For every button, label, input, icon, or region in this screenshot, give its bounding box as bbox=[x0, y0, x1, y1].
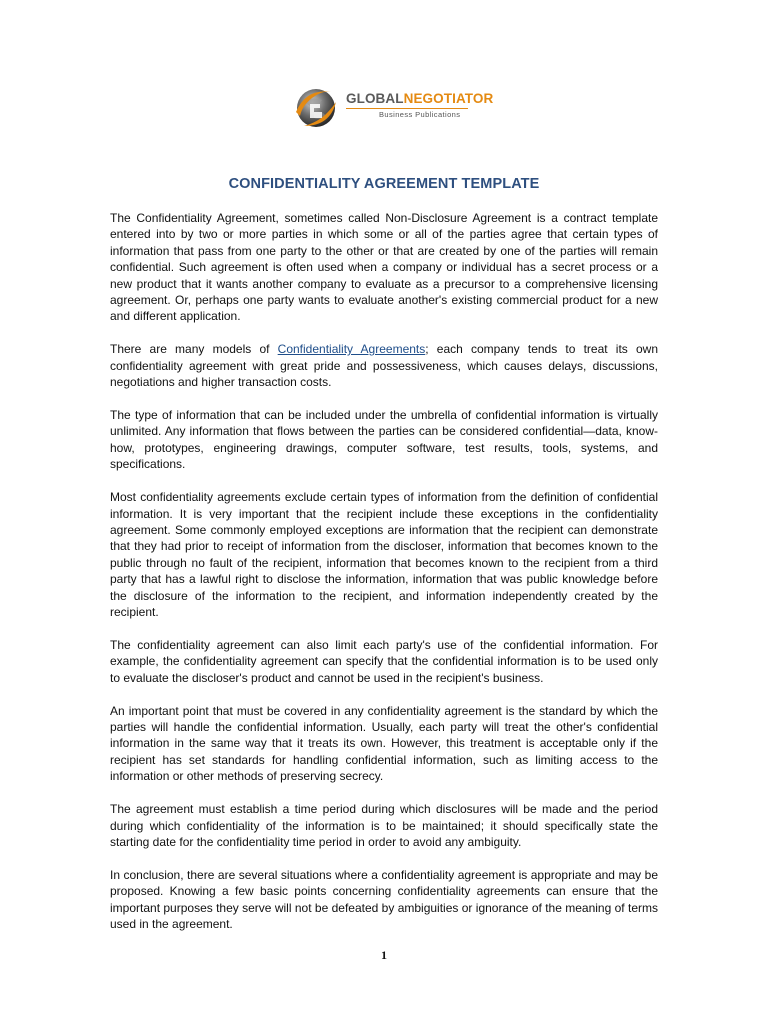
page-number: 1 bbox=[381, 948, 387, 962]
globalnegotiator-logo bbox=[292, 82, 493, 132]
paragraph-use-limits: The confidentiality agreement can also limit each party's use of the confidential information. For example, the confidentiality agreement can specify that the confidential information is to be used only to evaluate the discloser's product and cannot be used in the recipient's business. bbox=[110, 637, 658, 685]
paragraph-models bbox=[110, 341, 658, 390]
brand-name-global: GLOBAL bbox=[346, 91, 404, 106]
paragraph-time-period: The agreement must establish a time period during which disclosures will be made and the period during which confidentiality of the information is to be maintained; it should specifically state the starting date for the confidentiality time period in order to avoid any ambiguity. bbox=[110, 802, 658, 849]
paragraph-models-text-start: There are many models of bbox=[110, 342, 278, 357]
paragraph-exceptions: Most confidentiality agreements exclude certain types of information from the definition of confidential information. It is very important that the recipient include these exceptions in the confidentiality agreement. Some commonly employed exceptions are information that the recipient can demonstrate that they had prior to receipt of information from the discloser, information that becomes known to the public through no fault of the recipient, information that becomes known to the recipient from a third party that has a lawful right to disclose the information, information that was public knowledge before the disclosure of the information to the recipient, and information independently created by the recipient. bbox=[110, 490, 658, 620]
brand-block bbox=[346, 91, 493, 119]
globe-logo-icon bbox=[292, 82, 342, 132]
document-title: CONFIDENTIALITY AGREEMENT TEMPLATE bbox=[228, 176, 540, 192]
brand-subtitle: Business Publications bbox=[379, 110, 461, 119]
brand-name-negotiator: NEGOTIATOR bbox=[403, 91, 494, 106]
paragraph-standard-of-care: An important point that must be covered in any confidentiality agreement is the standard by which the parties will handle the confidential information. Usually, each party will treat the other's confidential information in the same way that it treats its own. However, this treatment is acceptable only if the recipient has set standards for handling confidential information, such as limiting access to the information or other methods of preserving secrecy. bbox=[110, 703, 658, 784]
brand-divider bbox=[346, 108, 468, 109]
paragraph-information-types: The type of information that can be included under the umbrella of confidential information is virtually unlimited. Any information that flows between the parties can be considered confidential—data, know-how, prototypes, engineering drawings, computer software, test results, tools, systems, and specifications. bbox=[110, 408, 658, 472]
paragraph-conclusion: In conclusion, there are several situations where a confidentiality agreement is appropriate and may be proposed. Knowing a few basic points concerning confidentiality agreements can ensure that the important purposes they serve will not be defeated by ambiguities or ignorance of the meaning of terms used in the agreement. bbox=[110, 867, 658, 932]
paragraph-intro: The Confidentiality Agreement, sometimes called Non-Disclosure Agreement is a contract template entered into by two or more parties in which some or all of the parties agree that certain types of information that pass from one party to the other or that are created by one of the parties will remain confidential. Such agreement is often used when a company or individual has a secret process or a new product that it wants another company to evaluate as a precursor to a comprehensive licensing agreement. Or, perhaps one party wants to evaluate another's existing commercial product for a new and different application. bbox=[110, 211, 658, 324]
document-body bbox=[110, 210, 658, 949]
brand-name bbox=[346, 91, 493, 106]
confidentiality-agreements-link[interactable]: Confidentiality Agreements bbox=[277, 342, 426, 357]
paragraph-models-text-end: ; each company tends to treat its own confidentiality agreement with great pride and possessiveness, which causes delays, discussions, negotiations and higher transaction costs. bbox=[110, 342, 658, 390]
